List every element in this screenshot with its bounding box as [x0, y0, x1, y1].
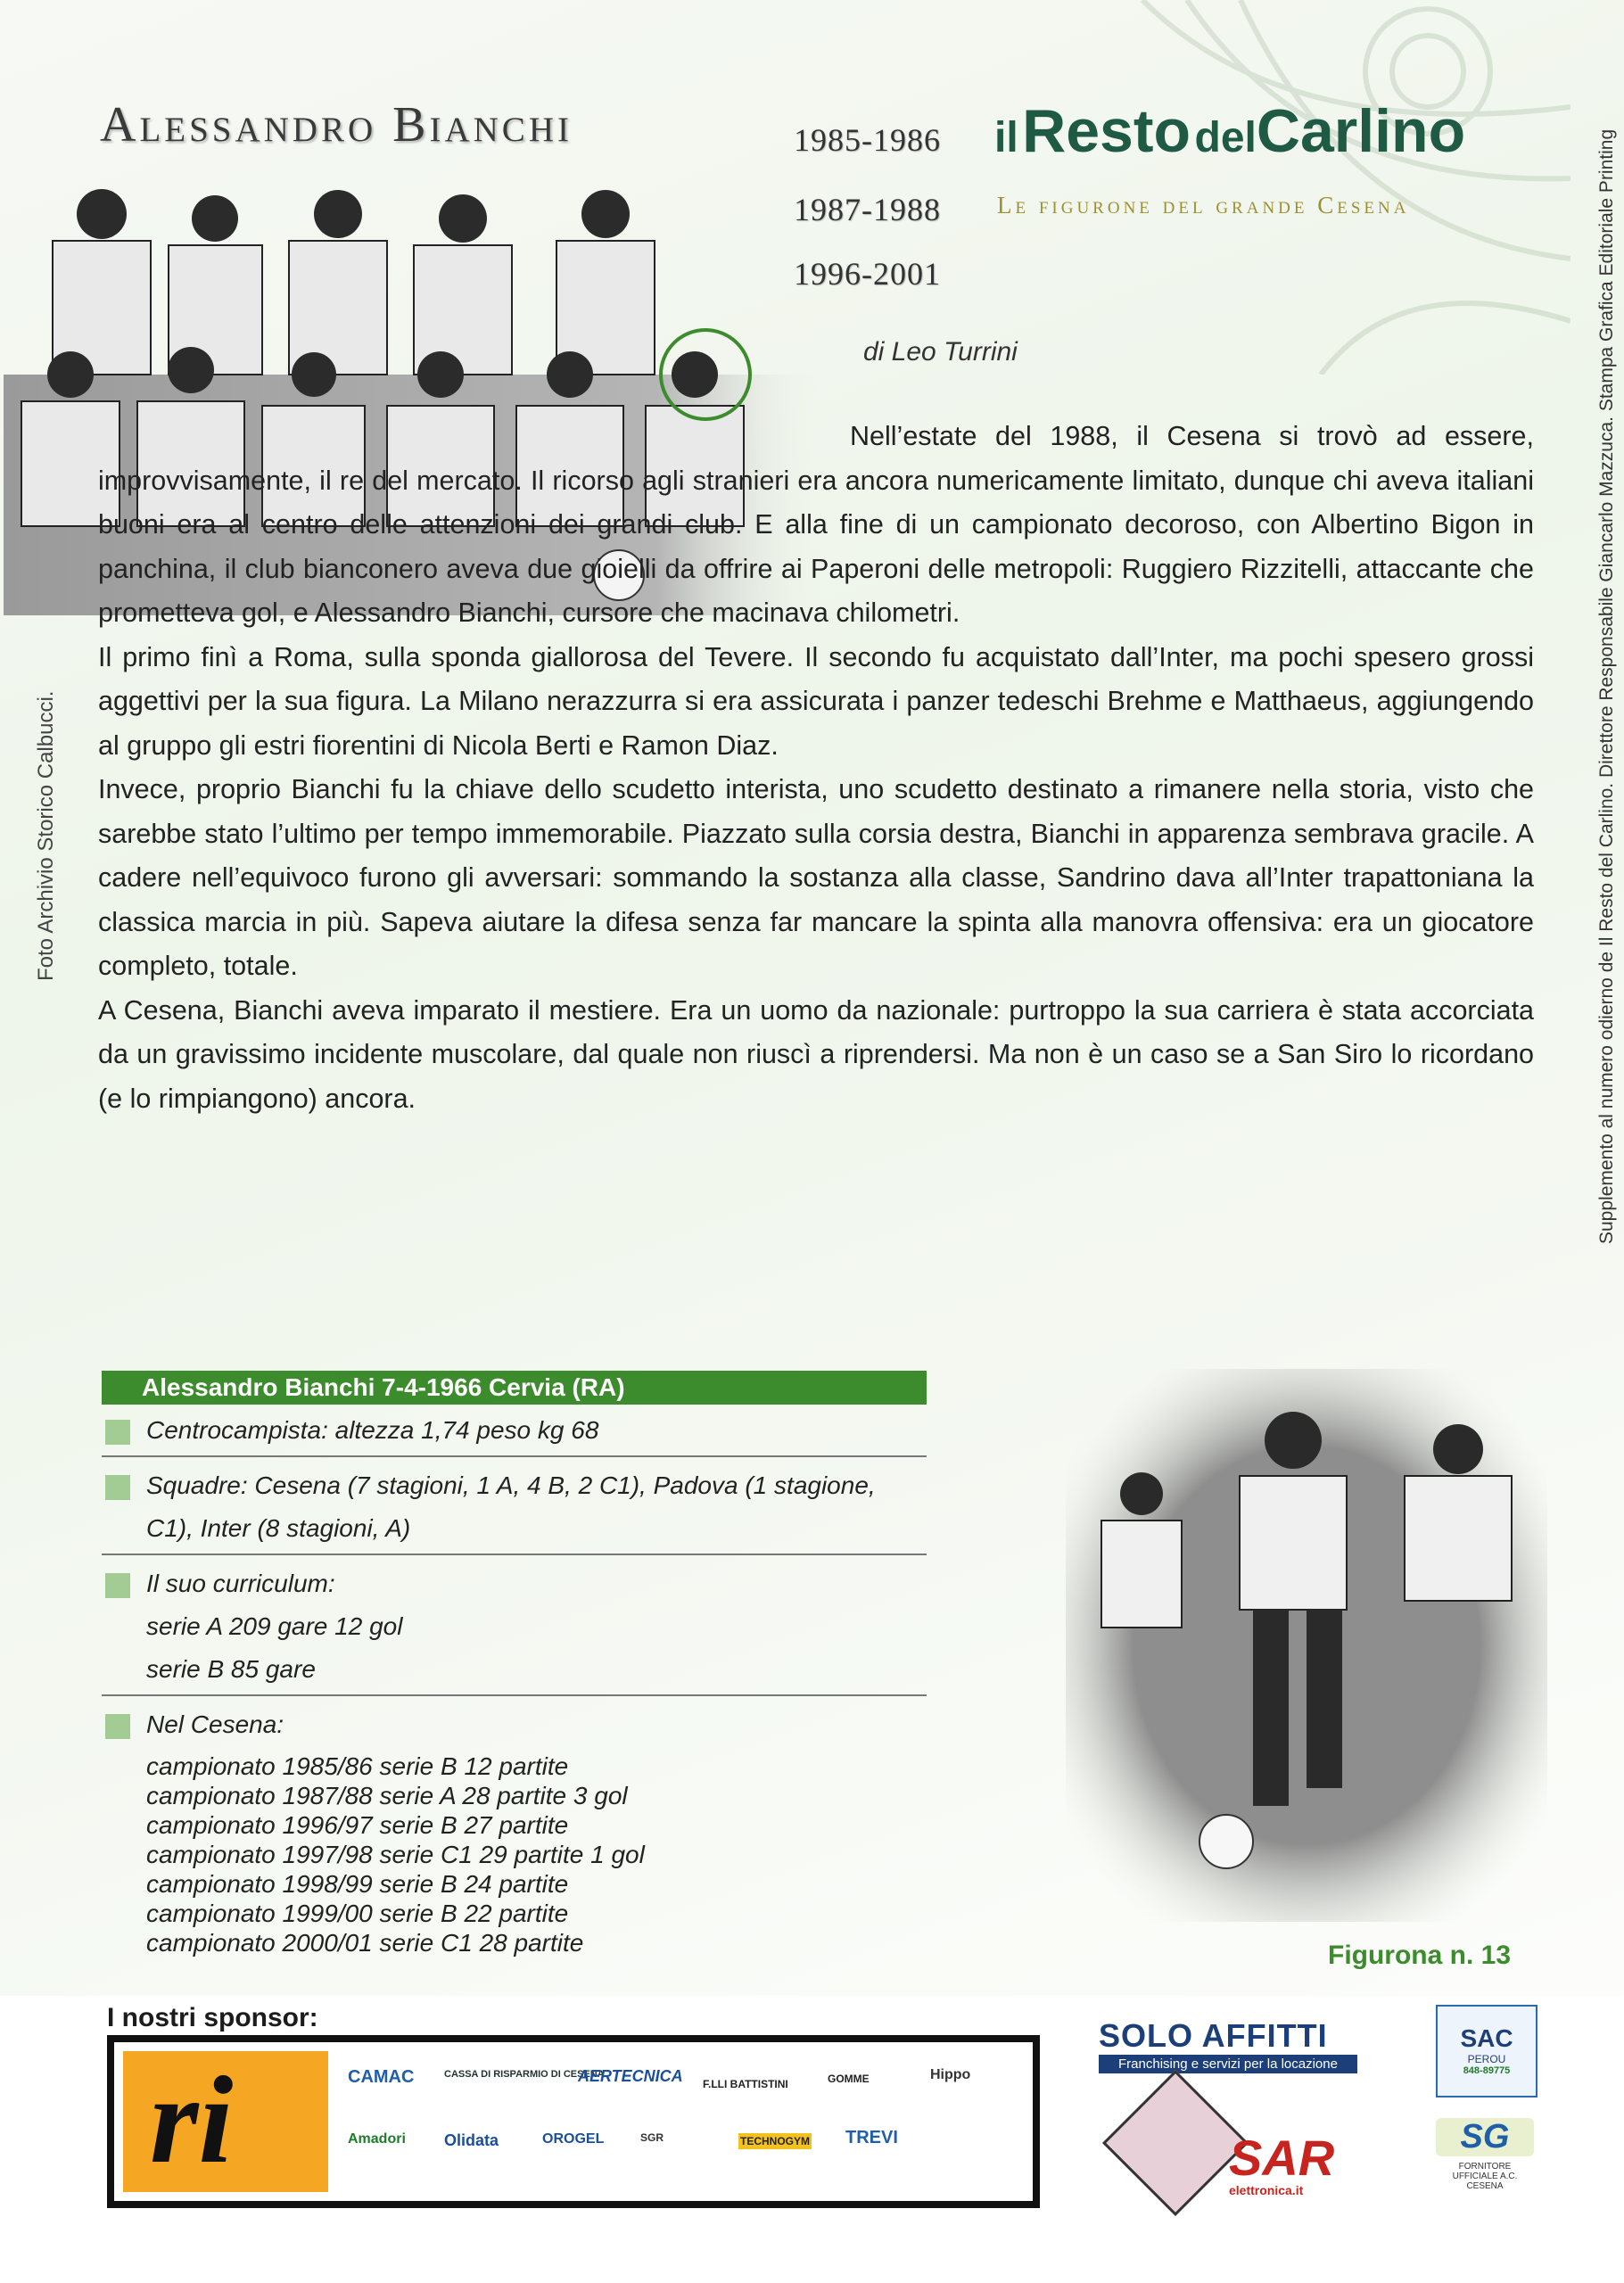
sponsor-logo-battistini: F.LLI BATTISTINI: [703, 2078, 788, 2090]
article-author: di Leo Turrini: [863, 337, 1018, 367]
background-ornament: [1107, 0, 1570, 375]
article-paragraph-3: Invece, proprio Bianchi fu la chiave dello scudetto interista, uno scudetto destinato a rimanere nella storia, visto che sarebbe stato l’ultimo per tempo immemorabile. Piazzato sulla corsia destra, Bianchi in apparenza sembrava gracile. A cadere nell’equivoco furono gli avversari: sommando la sostanza alla classe, Sandrino dava all’Inter trapattoniana la classica marcia in più. Sapeva aiutare la difesa senza far mancare la spinta alla manovra offensiva: era un giocatore completo, totale.: [98, 774, 1534, 981]
sponsor-logo-technogym: TECHNOGYM: [740, 2135, 810, 2147]
supplement-note: Supplemento al numero odierno de Il Resto del Carlino. Direttore Responsabile Giancarlo Mazzuca. Stampa Grafica Editoriale Printing: [1596, 128, 1617, 1244]
sponsor-logo-gomme: GOMME: [828, 2073, 870, 2085]
sponsor-logo-hippo: Hippo: [930, 2067, 971, 2082]
sponsor-logo-olidata: Olidata: [444, 2131, 499, 2149]
season-item: campionato 1999/00 serie B 22 partite: [146, 1900, 569, 1927]
season-item: campionato 2000/01 serie C1 28 partite: [146, 1929, 584, 1957]
sponsor-logo-amadori: Amadori: [348, 2131, 406, 2147]
sponsor-label: I nostri sponsor:: [107, 2003, 318, 2032]
years-3: 1996-2001: [794, 256, 941, 292]
action-photo: [1066, 1369, 1547, 1922]
article-paragraph-4: A Cesena, Bianchi aveva imparato il mestiere. Era un uomo da nazionale: purtroppo la sua carriera è stata accorciata da un gravissimo incidente muscolare, dal quale non riuscì a riprendersi. Ma non è un caso se a San Siro lo ricordano (e lo rimpiangono) ancora.: [98, 994, 1534, 1114]
bullet-square-icon: [105, 1573, 130, 1598]
sponsor-box: [107, 2035, 1040, 2208]
figurona-number: Figurona n. 13: [1328, 1941, 1512, 1970]
article-paragraph-2: Il primo finì a Roma, sulla sponda giallorosa del Tevere. Il secondo fu acquistato dall’Inter, ma pochi spesero grossi aggettivi per la sua figura. La Milano nerazzurra si era assicurata i panzer tedeschi Brehme e Matthaeus, aggiungendo al gruppo gli estri fiorentini di Nicola Berti e Ramon Diaz.: [98, 641, 1534, 761]
sponsor-logo-trevi: TREVI: [845, 2128, 898, 2147]
player-card: [102, 1409, 927, 1968]
sponsor-logo-camac: CAMAC: [348, 2067, 415, 2087]
season-item: campionato 1998/99 serie B 24 partite: [146, 1870, 569, 1898]
article-paragraph-1: Nell’estate del 1988, il Cesena si trovò ad essere, improvvisamente, il re del mercato. Il ricorso agli stranieri era ancora numericamente limitato, dunque chi aveva italiani buoni era al centro delle attenzioni dei grandi club. E alla fine di un campionato decoroso, con Albertino Bigon in panchina, il club bianconero aveva due gioielli da offrire ai Paperoni delle metropoli: Ruggiero Rizzitelli, attaccante che prometteva gol, e Alessandro Bianchi, cursore che macinava chilometri.: [98, 421, 1534, 628]
player-name-title: Alessandro Bianchi: [100, 97, 573, 152]
sponsor-logo-cassa: CASSA DI RISPARMIO DI CESENA: [444, 2069, 605, 2080]
sar-logo: SAR elettronica.it: [1229, 2130, 1335, 2197]
season-item: campionato 1985/86 serie B 12 partite: [146, 1752, 569, 1780]
sg-logo: SG FORNITORE UFFICIALE A.C. CESENA: [1436, 2118, 1534, 2191]
years-1: 1985-1986: [794, 122, 941, 158]
article-body: [98, 415, 1534, 1121]
bullet-square-icon: [105, 1714, 130, 1739]
card-row-role: Centrocampista: altezza 1,74 peso kg 68: [102, 1409, 927, 1457]
curriculum-item: serie A 209 gare 12 gol: [146, 1612, 403, 1640]
season-item: campionato 1996/97 serie B 27 partite: [146, 1811, 569, 1839]
sponsor-logo-orogel: OROGEL: [542, 2131, 605, 2147]
card-row-teams: Squadre: Cesena (7 stagioni, 1 A, 4 B, 2 C1), Padova (1 stagione, C1), Inter (8 stagioni, A): [102, 1464, 927, 1555]
card-row-curriculum: Il suo curriculum: serie A 209 gare 12 gol serie B 85 gare: [102, 1562, 927, 1696]
player-card-heading: Alessandro Bianchi 7-4-1966 Cervia (RA): [102, 1371, 927, 1405]
card-row-cesena: Nel Cesena: campionato 1985/86 serie B 12 partite campionato 1987/88 serie A 28 partite 3 gol campionato 1996/97 serie B 27 partite campionato 1997/98 serie C1 29 partite 1 gol campionato 1998/99 serie B 24 partite campionato 1999/00 serie B 22 partite campionato 2000/01 serie C1 28 partite: [102, 1703, 927, 1961]
season-list: [146, 1746, 927, 1957]
sponsor-logo-sgr: SGR: [640, 2131, 664, 2144]
sac-logo: SAC PEROU 848-89775: [1436, 2005, 1537, 2098]
photo-credit: Foto Archivio Storico Calbucci.: [34, 690, 58, 981]
ri-logo: ri: [123, 2051, 328, 2192]
sponsor-logo-aertecnica: AERTECNICA: [578, 2067, 683, 2085]
bullet-square-icon: [105, 1420, 130, 1445]
series-subtitle: Le figurone del grande Cesena: [997, 192, 1410, 218]
season-item: campionato 1997/98 serie C1 29 partite 1 gol: [146, 1841, 645, 1868]
years-2: 1987-1988: [794, 192, 941, 227]
bullet-square-icon: [105, 1475, 130, 1500]
curriculum-item: serie B 85 gare: [146, 1655, 316, 1683]
solo-affitti-logo: SOLO AFFITTI Franchising e servizi per la locazione: [1099, 2017, 1357, 2073]
newspaper-logo: il Resto delCarlino: [994, 97, 1466, 165]
season-item: campionato 1987/88 serie A 28 partite 3 gol: [146, 1782, 628, 1809]
